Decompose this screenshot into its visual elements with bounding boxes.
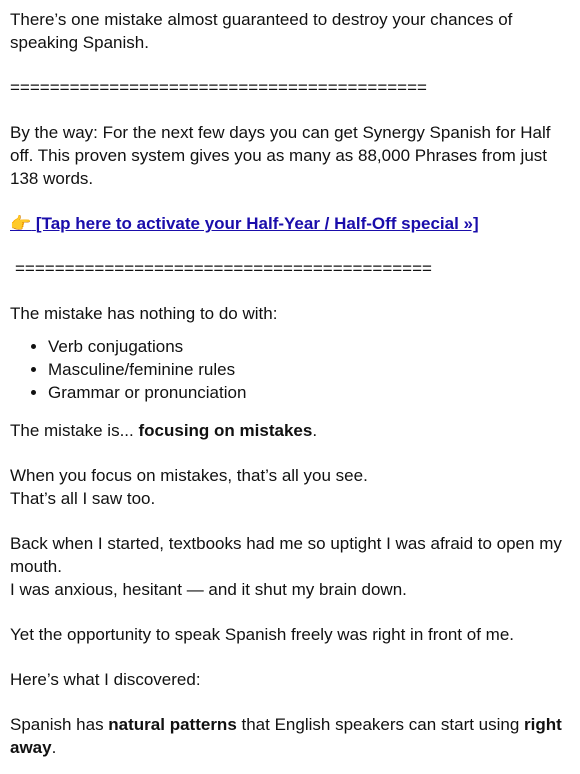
cta-link-label: [Tap here to activate your Half-Year / Half-Off special »] xyxy=(35,214,479,233)
separator-2: ========================================== xyxy=(15,259,432,278)
patterns-bold-1: natural patterns xyxy=(108,715,237,734)
promo-paragraph: By the way: For the next few days you can get Synergy Spanish for Half off. This proven system gives you as many as 88,000 Phrases from just 138 words. xyxy=(10,123,551,188)
mistake-is-suffix: . xyxy=(312,421,318,440)
list-item: • Masculine/feminine rules xyxy=(48,358,570,381)
mistake-is-prefix: The mistake is... xyxy=(10,421,139,440)
separator: ========================================== xyxy=(10,78,427,97)
opportunity-paragraph: Yet the opportunity to speak Spanish freely was right in front of me. xyxy=(10,625,514,644)
patterns-bold-2: right away xyxy=(10,715,562,757)
pointing-hand-icon: 👉 xyxy=(10,214,32,233)
mistake-is-bold: focusing on mistakes xyxy=(138,421,313,440)
patterns-prefix: Spanish has xyxy=(10,715,109,734)
back-line-1: Back when I started, textbooks had me so uptight I was afraid to open my mouth. xyxy=(10,534,562,576)
mistake-list xyxy=(10,335,570,404)
patterns-suffix: . xyxy=(51,738,57,757)
patterns-paragraph xyxy=(10,713,570,759)
discovered-paragraph: Here’s what I discovered: xyxy=(10,670,201,689)
mistake-is-paragraph xyxy=(10,419,570,442)
list-item: • Verb conjugations xyxy=(48,335,570,358)
mistake-lead: The mistake has nothing to do with: xyxy=(10,304,278,323)
patterns-middle: that English speakers can start using xyxy=(236,715,525,734)
intro-paragraph: There’s one mistake almost guaranteed to destroy your chances of speaking Spanish. xyxy=(10,10,513,52)
focus-line-1: When you focus on mistakes, that’s all you see. xyxy=(10,466,368,485)
focus-line-2: That’s all I saw too. xyxy=(10,489,156,508)
back-line-2: I was anxious, hesitant — and it shut my brain down. xyxy=(10,580,407,599)
list-item: • Grammar or pronunciation xyxy=(48,381,570,404)
cta-link[interactable] xyxy=(10,214,479,233)
cta-paragraph xyxy=(10,212,570,235)
